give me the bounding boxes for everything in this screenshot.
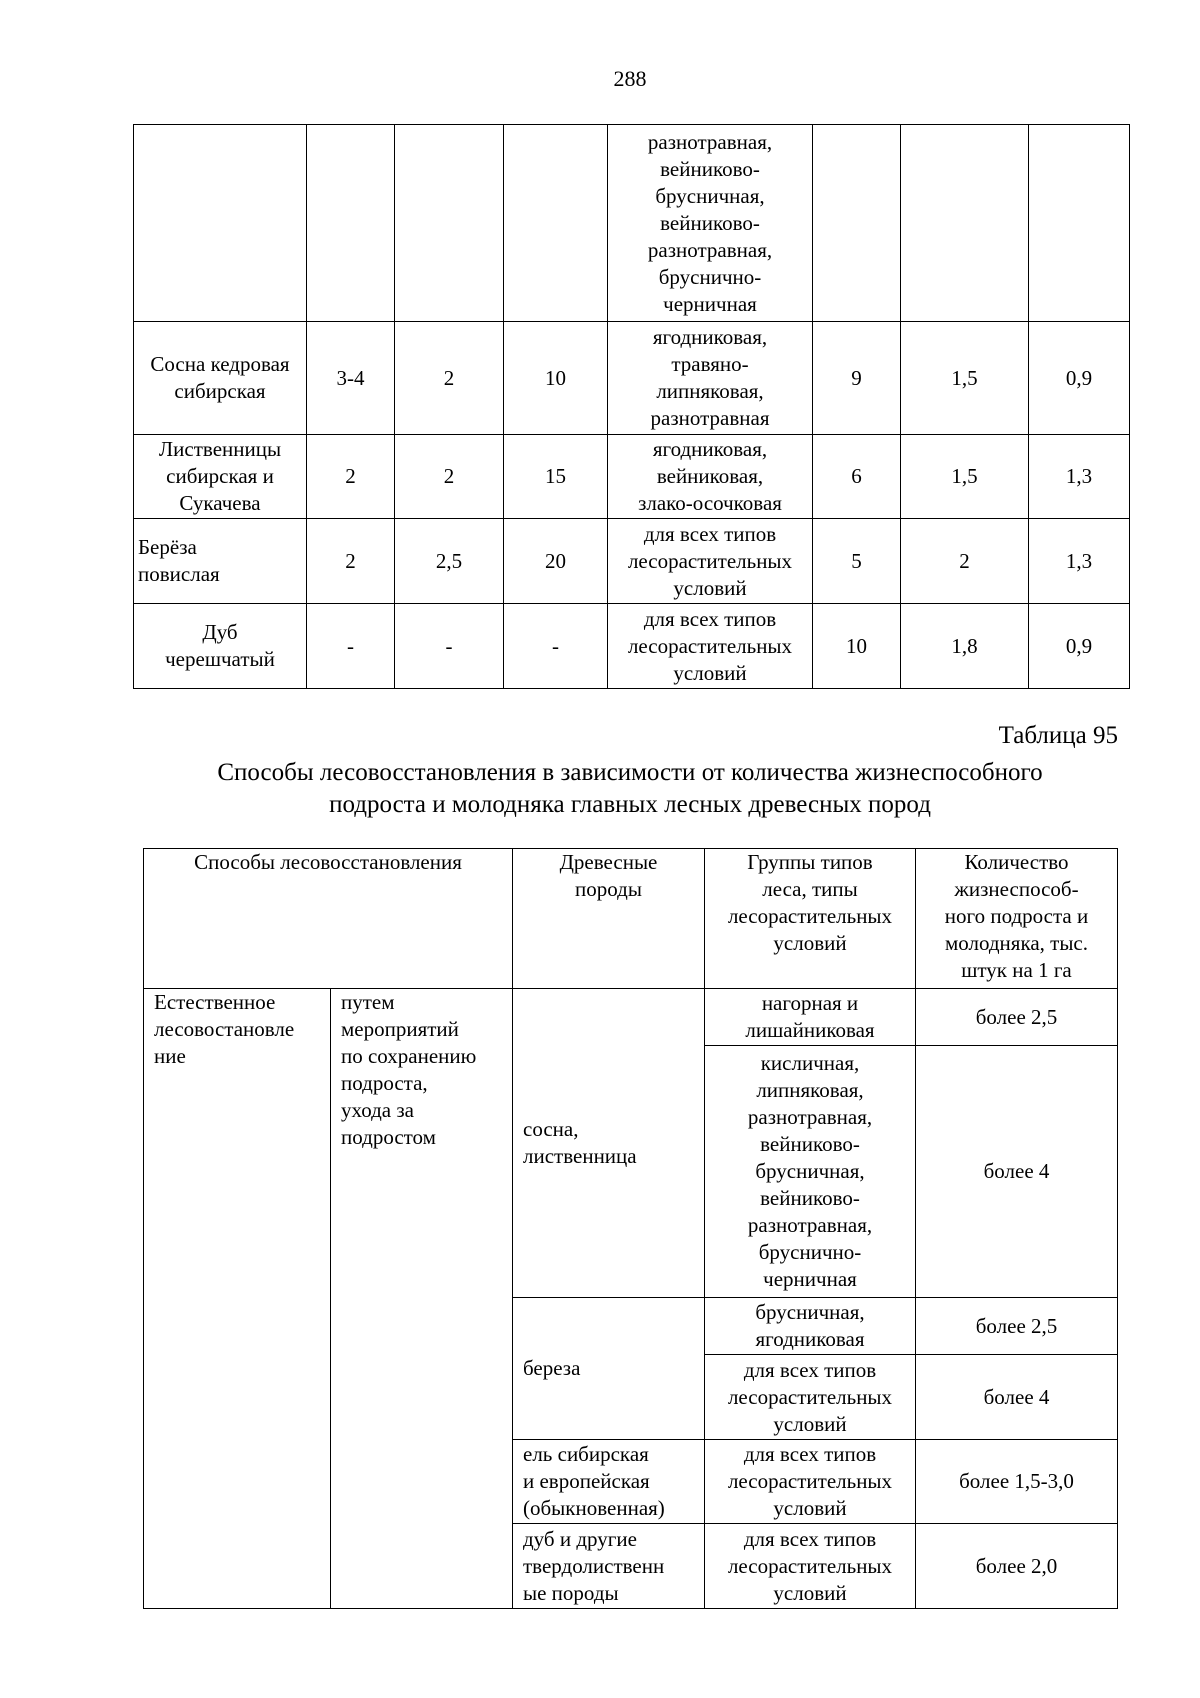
group-cell: кисличная, липняковая, разнотравная, вейниково- брусничная, вейниково- разнотравная, бруснично- черничная — [705, 1046, 916, 1298]
value-cell: 2 — [395, 322, 504, 435]
table-row — [134, 604, 1130, 689]
quantity-cell: более 4 — [916, 1355, 1118, 1440]
group-cell: для всех типов лесорастительных условий — [705, 1355, 916, 1440]
value-cell: 10 — [504, 322, 608, 435]
table-row — [134, 125, 1130, 322]
value-cell: 2 — [307, 435, 395, 519]
species-cell: Берёза повислая — [134, 519, 307, 604]
value-cell: 6 — [813, 435, 901, 519]
quantity-cell: более 4 — [916, 1046, 1118, 1298]
value-cell: 0,9 — [1029, 604, 1130, 689]
value-cell: - — [395, 604, 504, 689]
quantity-cell: более 2,0 — [916, 1524, 1118, 1609]
value-cell: 20 — [504, 519, 608, 604]
value-cell: 2,5 — [395, 519, 504, 604]
table-row — [134, 322, 1130, 435]
table-number: Таблица 95 — [998, 722, 1118, 749]
value-cell: 1,3 — [1029, 519, 1130, 604]
value-cell: 2 — [395, 435, 504, 519]
value-cell: 1,5 — [901, 322, 1029, 435]
quantity-cell: более 2,5 — [916, 989, 1118, 1046]
species-cell: ель сибирская и европейская (обыкновенная) — [513, 1440, 705, 1524]
value-cell: 1,3 — [1029, 435, 1130, 519]
header-groups: Группы типов леса, типы лесорастительных условий — [705, 849, 916, 989]
table-title-line: подроста и молодняка главных лесных древесных пород — [329, 791, 931, 818]
submethod-cell: путем мероприятий по сохранению подроста, ухода за подростом — [331, 989, 513, 1609]
group-cell: брусничная, ягодниковая — [705, 1298, 916, 1355]
value-cell: 1,5 — [901, 435, 1029, 519]
forest-types-cell: для всех типов лесорастительных условий — [608, 519, 813, 604]
value-cell: 10 — [813, 604, 901, 689]
group-cell: для всех типов лесорастительных условий — [705, 1524, 916, 1609]
value-cell: 3-4 — [307, 322, 395, 435]
table-row — [144, 989, 1118, 1046]
value-cell: 5 — [813, 519, 901, 604]
quantity-cell: более 2,5 — [916, 1298, 1118, 1355]
table-row — [134, 435, 1130, 519]
method-cell: Естественное лесовостановле ние — [144, 989, 331, 1609]
value-cell: 1,8 — [901, 604, 1029, 689]
forest-types-cell: для всех типов лесорастительных условий — [608, 604, 813, 689]
value-cell: 2 — [901, 519, 1029, 604]
species-cell — [134, 125, 307, 322]
value-cell: 15 — [504, 435, 608, 519]
species-cell: береза — [513, 1298, 705, 1440]
header-species: Древесные породы — [513, 849, 705, 989]
reforestation-table — [143, 848, 1118, 1609]
header-quantity: Количество жизнеспособ- ного подроста и молодняка, тыс. штук на 1 га — [916, 849, 1118, 989]
value-cell: - — [307, 604, 395, 689]
species-cell: Лиственницы сибирская и Сукачева — [134, 435, 307, 519]
table-row — [134, 519, 1130, 604]
continued-table — [133, 124, 1130, 689]
table-title — [120, 757, 1140, 821]
value-cell — [395, 125, 504, 322]
forest-types-cell: разнотравная, вейниково- брусничная, вейниково- разнотравная, бруснично- черничная — [608, 125, 813, 322]
group-cell: для всех типов лесорастительных условий — [705, 1440, 916, 1524]
value-cell — [1029, 125, 1130, 322]
page-number: 288 — [613, 66, 647, 91]
value-cell — [901, 125, 1029, 322]
table-header-row — [144, 849, 1118, 989]
quantity-cell: более 1,5-3,0 — [916, 1440, 1118, 1524]
species-cell: дуб и другие твердолиственн ые породы — [513, 1524, 705, 1609]
value-cell: - — [504, 604, 608, 689]
value-cell — [813, 125, 901, 322]
forest-types-cell: ягодниковая, вейниковая, злако-осочковая — [608, 435, 813, 519]
species-cell: сосна, лиственница — [513, 989, 705, 1298]
value-cell: 9 — [813, 322, 901, 435]
value-cell — [307, 125, 395, 322]
table-title-line: Способы лесовосстановления в зависимости от количества жизнеспособного — [217, 759, 1043, 786]
forest-types-cell: ягодниковая, травяно- липняковая, разнотравная — [608, 322, 813, 435]
value-cell: 0,9 — [1029, 322, 1130, 435]
value-cell: 2 — [307, 519, 395, 604]
group-cell: нагорная и лишайниковая — [705, 989, 916, 1046]
header-methods: Способы лесовосстановления — [144, 849, 513, 989]
species-cell: Дуб черешчатый — [134, 604, 307, 689]
species-cell: Сосна кедровая сибирская — [134, 322, 307, 435]
value-cell — [504, 125, 608, 322]
